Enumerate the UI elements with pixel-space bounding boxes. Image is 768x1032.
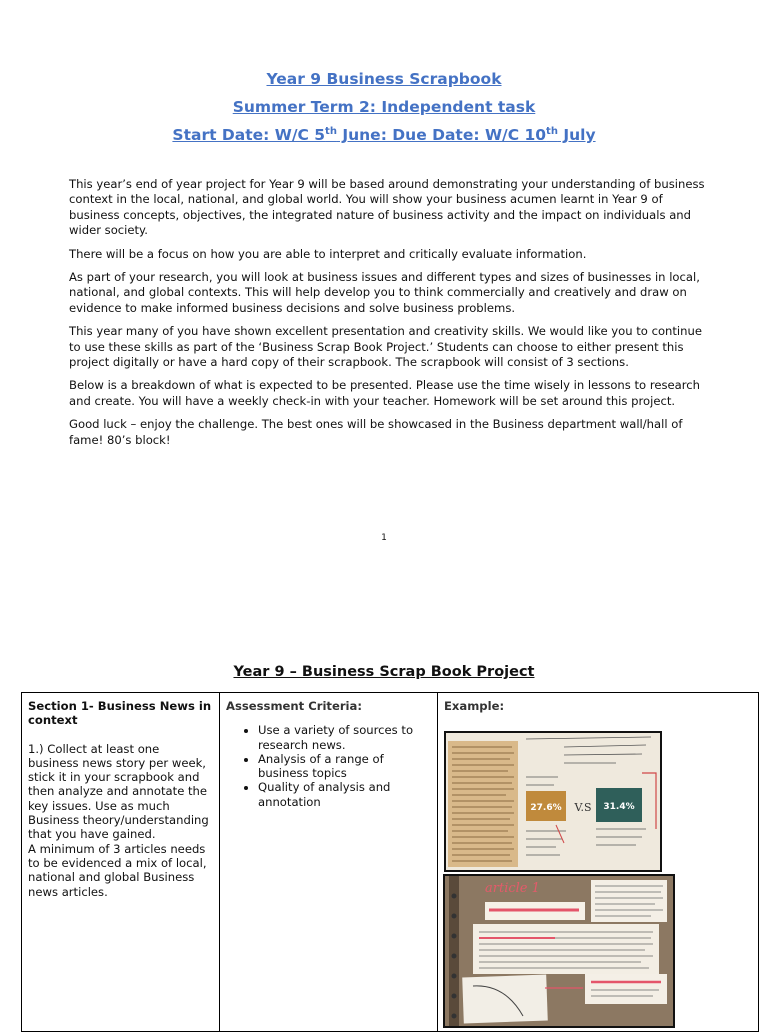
intro-paragraph: Below is a breakdown of what is expected to be presented. Please use the time wisely in lessons to research and create. You will have a weekly check-in with your teacher. Homework will be set around this project. bbox=[69, 378, 700, 408]
section-title: Section 1- Business News in context bbox=[28, 699, 212, 728]
intro-paragraph: There will be a focus on how you are able to interpret and critically evaluate information. bbox=[69, 246, 587, 261]
article-label: article 1 bbox=[485, 881, 540, 896]
section-cell bbox=[22, 693, 220, 1032]
page-number: 1 bbox=[381, 533, 387, 543]
section-requirement: A minimum of 3 articles needs to be evidenced a mix of local, national and global Business news articles. bbox=[28, 841, 207, 899]
intro-text bbox=[69, 177, 709, 456]
stat-right: 31.4% bbox=[603, 802, 635, 812]
intro-paragraph: As part of your research, you will look at business issues and different types and sizes of businesses in local, national, and global contexts. This will help develop you to think commercially and creatively and draw on evidence to make informed business decisions and solve business problems. bbox=[69, 270, 700, 315]
example-image-scrapbook bbox=[443, 874, 675, 1028]
scrapbook-illustration bbox=[445, 876, 673, 1026]
criteria-item: • Use a variety of sources to research news. bbox=[258, 723, 431, 752]
notes-illustration bbox=[446, 733, 660, 870]
dates-start: Start Date: W/C 5 bbox=[172, 126, 326, 145]
example-title: Example: bbox=[444, 699, 505, 713]
intro-paragraph: This year’s end of year project for Year 9 will be based around demonstrating your understanding of business context in the local, national, and global world. You will show your business acumen learnt in Year 9 of business concepts, objectives, the integrated nature of business activity and the impact on individuals and wider society. bbox=[69, 177, 705, 238]
dates-due-suffix: th bbox=[546, 126, 558, 137]
intro-paragraph: Good luck – enjoy the challenge. The best ones will be showcased in the Business department wall/hall of fame! 80’s block! bbox=[69, 417, 683, 447]
dates-start-suffix: th bbox=[325, 126, 337, 137]
criteria-title: Assessment Criteria: bbox=[226, 699, 362, 713]
document-title: Year 9 Business Scrapbook bbox=[266, 70, 502, 88]
document-subtitle: Summer Term 2: Independent task bbox=[232, 98, 536, 116]
criteria-item: • Analysis of a range of business topics bbox=[258, 752, 431, 781]
criteria-cell bbox=[220, 693, 438, 1032]
dates-due: June: Due Date: W/C 10 bbox=[336, 126, 547, 145]
example-image-notes bbox=[444, 731, 662, 872]
document-dates bbox=[0, 126, 768, 144]
project-heading: Year 9 – Business Scrap Book Project bbox=[233, 664, 535, 680]
stat-left: 27.6% bbox=[530, 803, 562, 813]
dates-month: July bbox=[557, 126, 596, 145]
section-instructions: 1.) Collect at least one business news story per week, stick it in your scrapbook and then analyze and annotate the key issues. Use as much Business theory/understanding that you have gained. bbox=[28, 741, 209, 842]
stat-vs: V.S bbox=[574, 801, 592, 814]
criteria-list bbox=[226, 723, 431, 809]
criteria-item: • Quality of analysis and annotation bbox=[258, 780, 431, 809]
intro-paragraph: This year many of you have shown excellent presentation and creativity skills. We would like you to continue to use these skills as part of the ‘Business Scrap Book Project.’ Students can choose to either present this project digitally or have a hard copy of their scrapbook. The scrapbook will consist of 3 sections. bbox=[69, 324, 702, 370]
